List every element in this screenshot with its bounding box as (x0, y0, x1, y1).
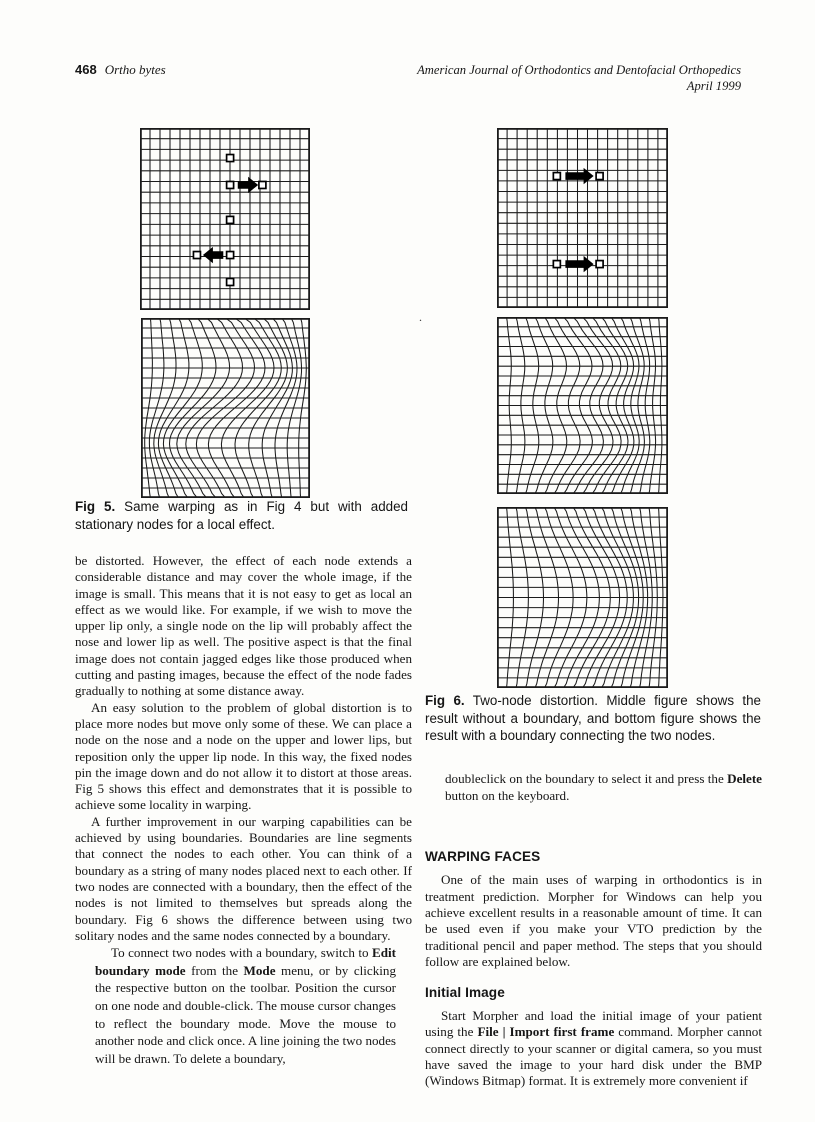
text: Same warping as in Fig 4 but with added stationary nodes for a local effect. (75, 499, 409, 532)
warp-node (596, 261, 603, 268)
running-title: Ortho bytes (104, 62, 166, 77)
displacement-arrow (565, 256, 593, 272)
bold-text: File | Import first frame (477, 1024, 615, 1040)
left-column (75, 553, 412, 1067)
text: be distorted. However, the effect of each node extends a considerable distance and may cover the whole image, if the image is small. This means that it is not easy to get as local an effect as we would like. For example, if we wish to move the upper lip only, a single node on the lip will probably affect the nose and lower lip as well. The positive aspect is that the final image does not contain jagged edges like those produced when cutting and pasting images, because the effect of the node fades gradually to nothing at some distance away. (75, 553, 412, 699)
text: An easy solution to the problem of global distortion is to place more nodes but move only some of these. We can place a node on the nose and a node on the upper and lower lips, but reposition only the upper lip node. In this way, the fixed nodes pin the image down and do not allow it to distort at those areas. Fig 5 shows this effect and demonstrates that it is possible to achieve some locality in warping. (75, 699, 412, 813)
warp-node (227, 155, 234, 162)
warp-node (227, 252, 234, 259)
text: from the (185, 962, 244, 978)
page-number: 468 (75, 62, 97, 77)
bold-text: Mode (243, 962, 276, 978)
grid-figure-svg (497, 317, 668, 494)
warp-node (596, 173, 603, 180)
warp-node (227, 181, 234, 188)
bold-text: Fig 5. (75, 499, 116, 514)
fig6-warped-grid-no-boundary (497, 317, 668, 494)
section-heading: Initial Image (425, 985, 505, 1001)
text: Start Morpher and load the initial image of your patient using the (425, 1008, 762, 1040)
warp-node (553, 261, 560, 268)
text: doubleclick on the boundary to select it and press the (445, 771, 728, 786)
fig5-warped-grid (141, 318, 310, 498)
displacement-arrow (238, 177, 258, 193)
header-left (75, 62, 166, 78)
paragraph (425, 872, 762, 970)
warp-node (227, 278, 234, 285)
fig5-node-grid (140, 128, 310, 310)
bold-text: Delete (727, 771, 762, 786)
grid-figure-svg (140, 128, 310, 310)
warp-node (553, 173, 560, 180)
fig6-warped-grid-with-boundary (497, 507, 668, 688)
paragraph (75, 944, 412, 1067)
right-column (425, 770, 762, 1090)
journal-name: American Journal of Orthodontics and Dentofacial Orthopedics (417, 63, 741, 77)
text: command. Morpher cannot connect directly to your scanner or digital camera, so you must have saved the image to your hard disk under the BMP (Windows Bitmap) format. It is extremely more convenient if (425, 1024, 762, 1089)
paragraph (75, 814, 412, 944)
text: menu, or by clicking the respective button on the toolbar. Position the cursor on one node and double-click. The mouse cursor changes to reflect the boundary mode. Move the mouse to another node and click once. A line joining the two nodes will be drawn. To delete a boundary, (95, 962, 397, 1066)
paragraph (75, 553, 412, 700)
text: Two-node distortion. Middle figure shows the result without a boundary, and bottom figure shows the result with a boundary connecting the two nodes. (425, 693, 762, 744)
warp-node (193, 252, 200, 259)
text: One of the main uses of warping in orthodontics is in treatment prediction. Morpher for Windows can help you achieve excellent results in a reasonable amount of time. It can be used even if you make your VTO prediction by the traditional pencil and paper method. The steps that you should follow are explained below. (425, 872, 762, 969)
paragraph (425, 770, 762, 804)
grid-figure-svg (497, 507, 668, 688)
text: button on the keyboard. (445, 788, 570, 804)
fig6-caption (425, 692, 761, 745)
warp-node (227, 216, 234, 223)
issue-date: April 1999 (686, 79, 741, 93)
text: To connect two nodes with a boundary, switch to (111, 945, 372, 961)
fig6-node-grid (497, 128, 668, 308)
paragraph (425, 1008, 762, 1089)
bold-text: Edit boundary mode (95, 945, 396, 978)
warp-node (259, 181, 266, 188)
grid-figure-svg (497, 128, 668, 308)
fig5-caption (75, 498, 408, 533)
header-right (417, 62, 741, 94)
grid-figure-svg (141, 318, 310, 498)
section-heading: WARPING FACES (425, 849, 541, 865)
bold-text: Fig 6. (425, 693, 465, 708)
scan-artifact-dot: . (419, 310, 422, 324)
text: A further improvement in our warping capabilities can be achieved by using boundaries. Boundaries are line segments that connect the nodes to each other. You can think of a boundary as a string of many nodes placed next to each other. If two nodes are connected with a boundary, then the effect of the nodes is not limited to themselves but spreads along the boundary. Fig 6 shows the difference between using two solitary nodes and the same nodes connected by a boundary. (75, 813, 412, 943)
paragraph (75, 700, 412, 814)
